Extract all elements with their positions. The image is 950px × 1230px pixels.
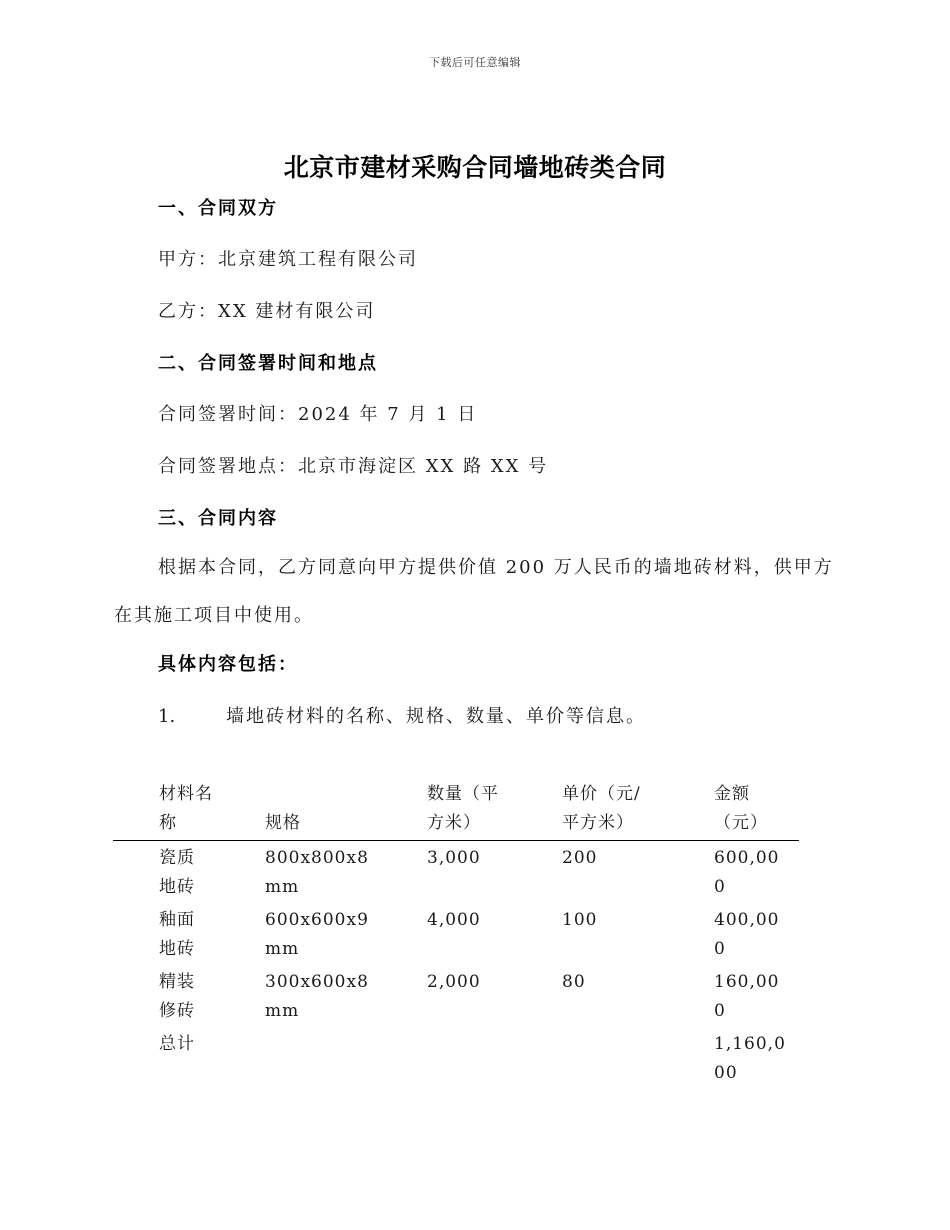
header-amount: 金额（元） (714, 784, 768, 833)
list-item-text: 墙地砖材料的名称、规格、数量、单价等信息。 (226, 706, 646, 727)
content-paragraph: 根据本合同，乙方同意向甲方提供价值 200 万人民币的墙地砖材料，供甲方在其施工项目中使用。 (114, 557, 834, 626)
cell-total-amount: 1,160,000 (714, 1034, 786, 1083)
cell-spec: 600x600x9mm (265, 910, 369, 959)
header-price: 单价（元/平方米） (562, 784, 641, 833)
table-header-row (113, 752, 799, 841)
list-item-number: 1. (158, 706, 176, 727)
signing-time: 合同签署时间：2024 年 7 月 1 日 (158, 404, 478, 425)
cell-name: 釉面地砖 (159, 910, 195, 959)
signing-place: 合同签署地点：北京市海淀区 XX 路 XX 号 (158, 456, 549, 477)
cell-name: 瓷质地砖 (159, 848, 195, 897)
section-heading-content: 三、合同内容 (158, 508, 278, 529)
cell-spec: 800x800x8mm (265, 848, 369, 897)
cell-qty: 2,000 (427, 972, 481, 992)
header-qty: 数量（平方米） (427, 784, 499, 833)
cell-amount: 600,000 (714, 848, 780, 897)
cell-price: 80 (562, 972, 586, 992)
party-b: 乙方：XX 建材有限公司 (158, 301, 376, 322)
cell-price: 100 (562, 910, 598, 930)
table-total-row (113, 1027, 799, 1089)
party-a: 甲方：北京建筑工程有限公司 (158, 249, 418, 270)
header-name: 材料名称 (159, 784, 213, 833)
table-row (113, 903, 799, 965)
cell-spec: 300x600x8mm (265, 972, 369, 1021)
cell-amount: 160,000 (714, 972, 780, 1021)
section-heading-parties: 一、合同双方 (158, 198, 278, 219)
header-spec: 规格 (265, 813, 301, 833)
list-item (158, 702, 646, 728)
details-heading: 具体内容包括： (158, 654, 298, 675)
document-title: 北京市建材采购合同墙地砖类合同 (283, 153, 667, 182)
cell-total-label: 总计 (159, 1034, 195, 1054)
section-heading-signing: 二、合同签署时间和地点 (158, 353, 378, 374)
cell-qty: 3,000 (427, 848, 481, 868)
cell-price: 200 (562, 848, 598, 868)
cell-amount: 400,000 (714, 910, 780, 959)
header-note: 下载后可任意编辑 (429, 56, 521, 69)
materials-table (113, 752, 799, 1089)
table-row (113, 965, 799, 1027)
table-row (113, 841, 799, 903)
cell-name: 精装修砖 (159, 972, 195, 1021)
cell-qty: 4,000 (427, 910, 481, 930)
